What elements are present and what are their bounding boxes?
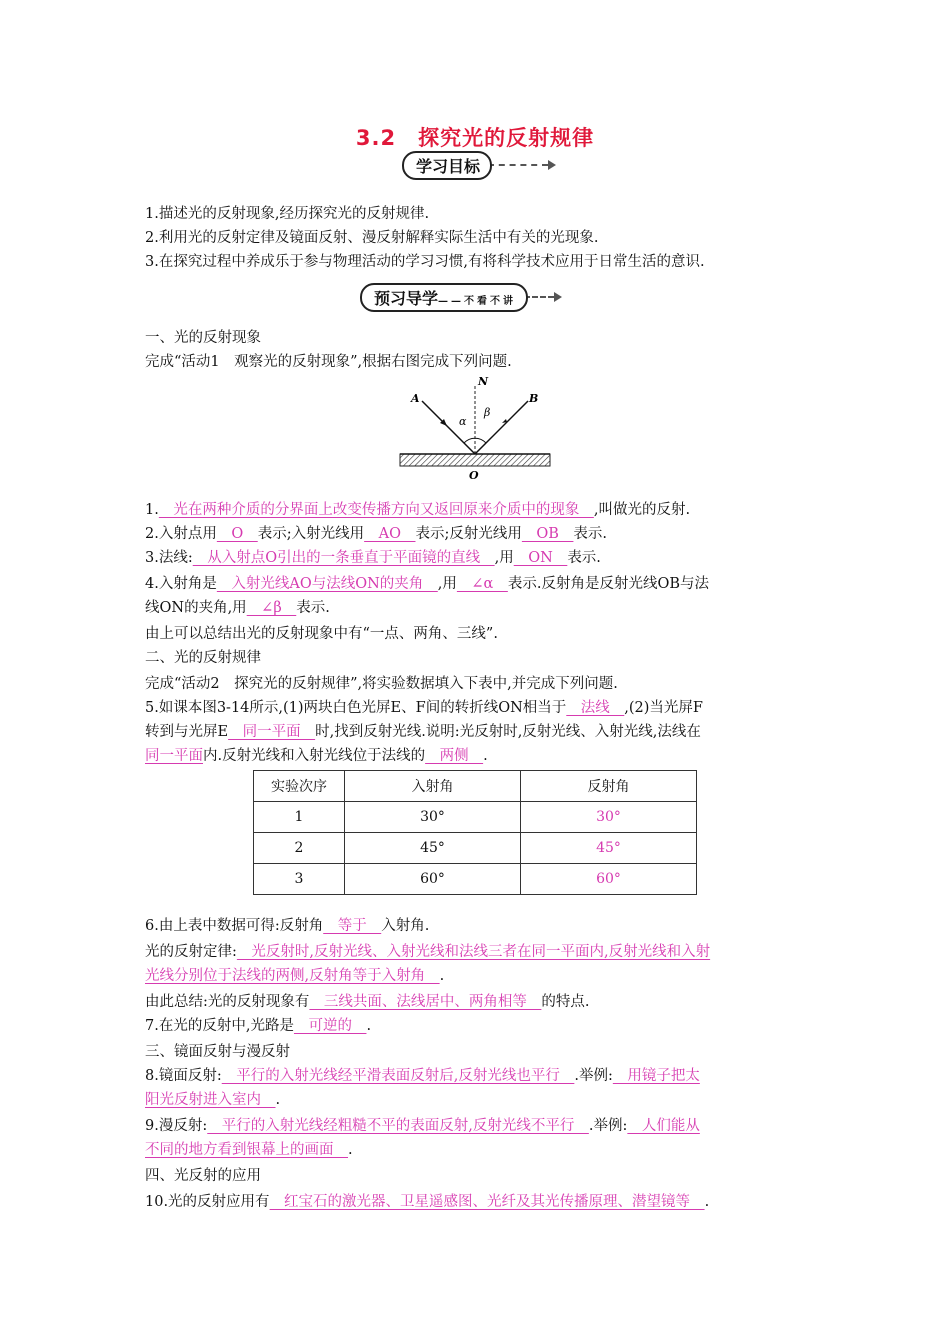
summary2-answer: 三线共面、法线居中、两角相等	[309, 994, 542, 1010]
q6-text-1: 6.由上表中数据可得:反射角	[145, 918, 324, 934]
activity-2-intro: 完成“活动2 探究光的反射规律”,将实验数据填入下表中,并完成下列问题.	[145, 676, 618, 692]
question-1	[145, 498, 825, 522]
banner-preview-label	[360, 283, 528, 312]
label-o: O	[469, 469, 479, 482]
trial-number: 3	[254, 864, 345, 895]
q5-text-1: 5.如课本图3-14所示,(1)两块白色光屏E、F间的转折线ON相当于	[145, 700, 567, 716]
law-line-2	[145, 964, 825, 988]
table-header-row	[254, 771, 697, 802]
banner-goals-label: 学习目标	[402, 151, 492, 180]
q7-answer: 可逆的	[293, 1018, 367, 1034]
reflected-ray	[475, 401, 528, 454]
section-3-heading: 三、镜面反射与漫反射	[145, 1044, 290, 1060]
q2-text-1: 2.入射点用	[145, 526, 217, 542]
q9-text-3: .	[348, 1142, 353, 1158]
q9-answer-2: 人们能从	[627, 1118, 700, 1134]
q5-answer-4: 两侧	[425, 748, 484, 764]
section-1-heading: 一、光的反射现象	[145, 330, 261, 346]
summary2-text-2: 的特点.	[541, 994, 590, 1010]
q7-text-2: .	[366, 1018, 372, 1034]
q2-answer-3: OB	[521, 526, 574, 542]
q4-text-4: 线ON的夹角,用	[145, 600, 247, 616]
incident-angle: 30°	[345, 802, 521, 833]
law-answer-2: 光线分别位于法线的两侧,反射角等于入射角	[145, 968, 440, 984]
label-b: B	[529, 392, 539, 405]
q8-text-3: .	[275, 1092, 281, 1108]
q5-text-2: ,(2)当光屏F	[624, 700, 703, 716]
question-7	[145, 1014, 825, 1038]
reflection-angle: 45°	[521, 833, 697, 864]
q4-answer-1: 入射光线AO与法线ON的夹角	[216, 576, 438, 592]
question-5-line-2	[145, 720, 825, 744]
q1-prefix: 1.	[145, 502, 159, 518]
mirror-surface	[400, 454, 550, 466]
q3-answer-1: 从入射点O引出的一条垂直于平面镜的直线	[192, 550, 495, 566]
q5-text-4: 时,找到反射光线.说明:光反射时,反射光线、入射光线,法线在	[315, 724, 701, 740]
q10-answer: 红宝石的激光器、卫星遥感图、光纤及其光传播原理、潜望镜等	[269, 1194, 705, 1210]
activity-1-intro: 完成“活动1 观察光的反射现象”,根据右图完成下列问题.	[145, 354, 512, 370]
q10-text-2: .	[704, 1194, 710, 1210]
reflection-angle: 30°	[521, 802, 697, 833]
incident-angle: 45°	[345, 833, 521, 864]
label-a: A	[411, 392, 420, 405]
table-header: 实验次序	[254, 771, 345, 802]
question-10	[145, 1190, 825, 1214]
law-label: 光的反射定律:	[145, 944, 237, 960]
question-5-line-3	[145, 744, 825, 768]
q3-text-2: ,用	[494, 550, 514, 566]
q9-answer-1: 平行的入射光线经粗糙不平的表面反射,反射光线不平行	[207, 1118, 589, 1134]
question-8-line-1	[145, 1064, 825, 1088]
incident-ray	[422, 401, 475, 454]
arrow-icon	[548, 160, 556, 170]
summary2-text-1: 由此总结:光的反射现象有	[145, 994, 310, 1010]
q2-answer-2: AO	[364, 526, 416, 542]
experiment-table	[253, 770, 697, 895]
section-4-heading: 四、光反射的应用	[145, 1168, 261, 1184]
q4-text-3: 表示.反射角是反射光线OB与法	[507, 576, 709, 592]
q9-answer-3: 不同的地方看到银幕上的画面	[145, 1142, 348, 1158]
q6-text-2: 入射角.	[381, 918, 430, 934]
reflection-figure	[395, 372, 555, 482]
q5-text-5: 内.反射光线和入射光线位于法线的	[203, 748, 426, 764]
law-answer-1: 光反射时,反射光线、入射光线和法线三者在同一平面内,反射光线和入射	[236, 944, 711, 960]
summary-2	[145, 990, 825, 1014]
q7-text-1: 7.在光的反射中,光路是	[145, 1018, 294, 1034]
q3-text-3: 表示.	[567, 550, 601, 566]
q4-answer-3: ∠β	[246, 600, 297, 616]
q2-text-3: 表示;反射光线用	[415, 526, 522, 542]
section-2-heading: 二、光的反射规律	[145, 650, 261, 666]
q9-text-1: 9.漫反射:	[145, 1118, 208, 1134]
table-row	[254, 802, 697, 833]
question-9-line-1	[145, 1114, 825, 1138]
banner-dash	[488, 164, 548, 166]
q8-text-2: .举例:	[574, 1068, 613, 1084]
question-4-line-2	[145, 596, 825, 620]
banner-preview-text: 预习导学	[374, 288, 439, 308]
q4-text-2: ,用	[437, 576, 457, 592]
q9-text-2: .举例:	[588, 1118, 628, 1134]
table-row	[254, 833, 697, 864]
goal-1: 1.描述光的反射现象,经历探究光的反射规律.	[145, 206, 430, 222]
trial-number: 1	[254, 802, 345, 833]
question-5-line-1	[145, 696, 825, 720]
q1-suffix: ,叫做光的反射.	[593, 502, 691, 518]
law-suffix: .	[439, 968, 445, 984]
q6-answer-1: 等于	[323, 918, 382, 934]
question-2	[145, 522, 825, 546]
q1-answer: 光在两种介质的分界面上改变传播方向又返回原来介质中的现象	[158, 502, 594, 518]
q8-answer-3: 阳光反射进入室内	[145, 1092, 276, 1108]
q4-text-1: 4.入射角是	[145, 576, 217, 592]
q5-text-6: .	[483, 748, 488, 764]
q5-text-3: 转到与光屏E	[145, 724, 229, 740]
banner-goals	[402, 150, 556, 180]
q3-answer-2: ON	[513, 550, 568, 566]
q2-text-2: 表示;入射光线用	[257, 526, 365, 542]
table-row	[254, 864, 697, 895]
question-6	[145, 914, 825, 938]
question-3	[145, 546, 825, 570]
question-9-line-2	[145, 1138, 825, 1162]
label-n: N	[478, 375, 489, 388]
reflection-angle: 60°	[521, 864, 697, 895]
q4-text-5: 表示.	[296, 600, 330, 616]
label-beta: β	[484, 406, 491, 419]
summary-1: 由上可以总结出光的反射现象中有“一点、两角、三线”.	[145, 626, 498, 642]
table-header: 入射角	[345, 771, 521, 802]
q2-text-4: 表示.	[573, 526, 608, 542]
q5-answer-3: 同一平面	[145, 748, 203, 764]
q8-answer-1: 平行的入射光线经平滑表面反射后,反射光线也平行	[221, 1068, 575, 1084]
banner-preview	[360, 282, 562, 312]
q5-answer-2: 同一平面	[228, 724, 316, 740]
label-alpha: α	[459, 415, 467, 428]
question-4-line-1	[145, 572, 825, 596]
q2-answer-1: O	[216, 526, 258, 542]
goal-2: 2.利用光的反射定律及镜面反射、漫反射解释实际生活中有关的光现象.	[145, 230, 599, 246]
banner-dash	[524, 296, 554, 298]
incident-angle: 60°	[345, 864, 521, 895]
trial-number: 2	[254, 833, 345, 864]
q4-answer-2: ∠α	[456, 576, 508, 592]
banner-preview-sub: ——不看不讲	[438, 295, 517, 307]
q5-answer-1: 法线	[566, 700, 625, 716]
table-header: 反射角	[521, 771, 697, 802]
goal-3: 3.在探究过程中养成乐于参与物理活动的学习习惯,有将科学技术应用于日常生活的意识.	[145, 254, 705, 270]
law-line-1	[145, 940, 825, 964]
q8-answer-2: 用镜子把太	[612, 1068, 700, 1084]
q3-text-1: 3.法线:	[145, 550, 193, 566]
q8-text-1: 8.镜面反射:	[145, 1068, 222, 1084]
q10-text-1: 10.光的反射应用有	[145, 1194, 270, 1210]
page-title: 3.2 探究光的反射规律	[355, 126, 595, 150]
question-8-line-2	[145, 1088, 825, 1112]
arrow-icon	[554, 292, 562, 302]
